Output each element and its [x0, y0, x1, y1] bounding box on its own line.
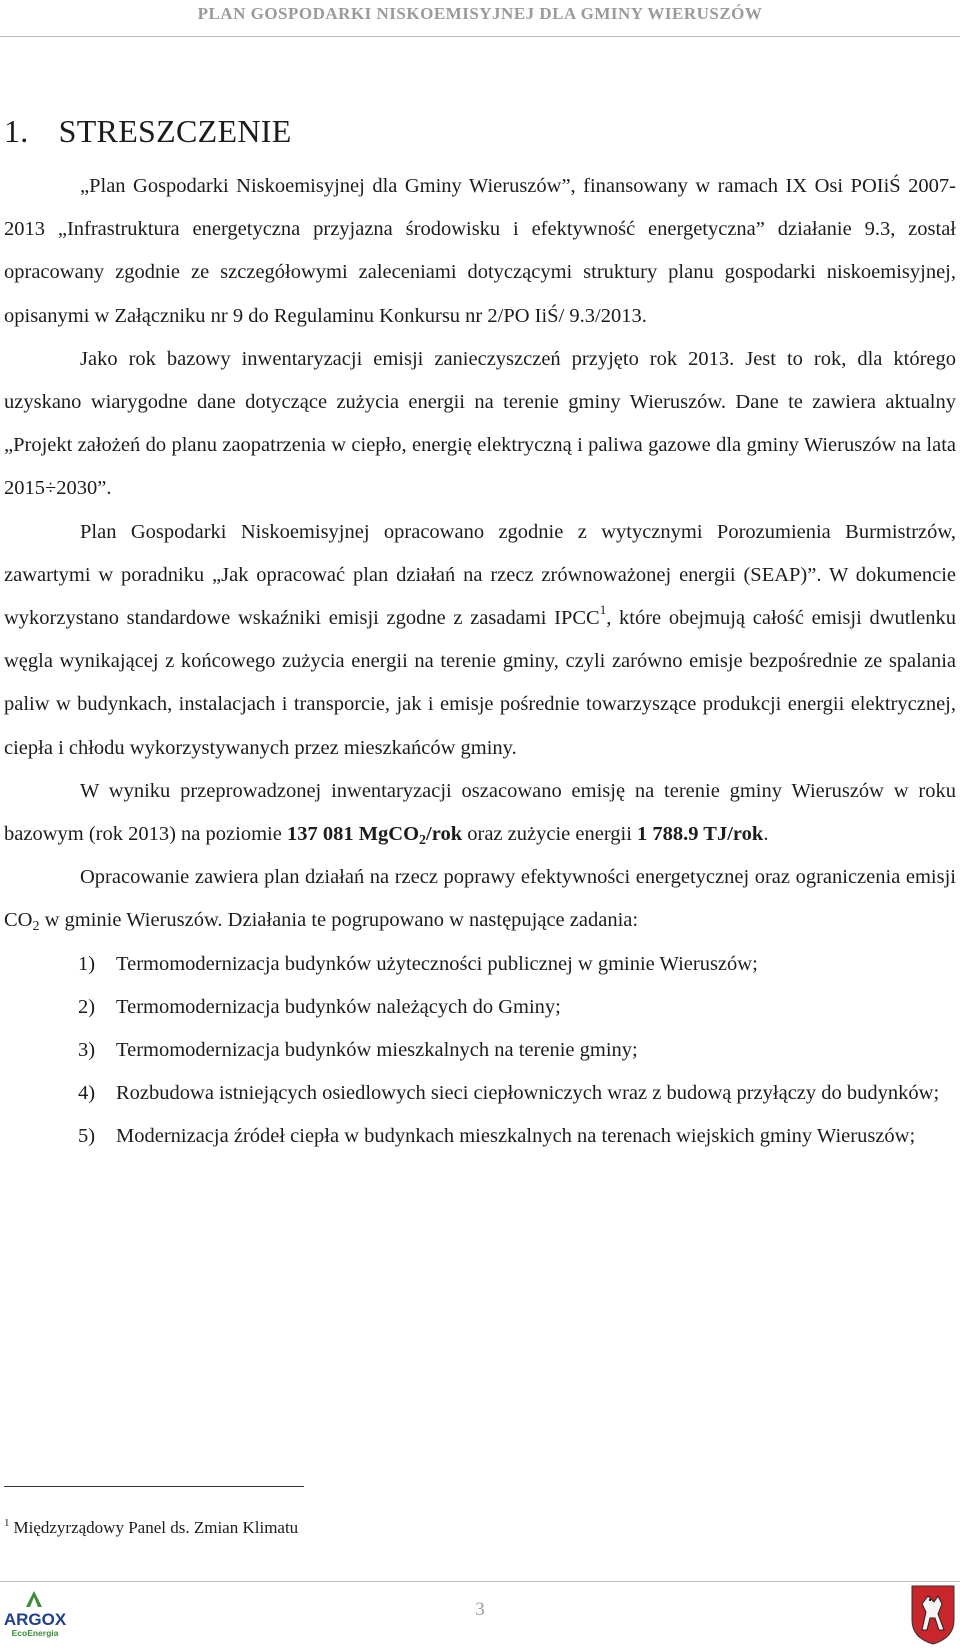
logo-wordmark: ARGOX — [3, 1610, 67, 1629]
paragraph-5 — [4, 856, 956, 942]
paragraph-5-text-cont: w gminie Wieruszów. Działania te pogrupowano w następujące zadania: — [39, 909, 639, 932]
list-item-number: 1) — [78, 952, 96, 975]
list-item — [4, 1072, 956, 1115]
list-item-text: Termomodernizacja budynków należących do Gminy; — [116, 995, 561, 1018]
list-item — [4, 986, 956, 1029]
list-item-number: 3) — [78, 1039, 96, 1062]
list-item-text: Termomodernizacja budynków użyteczności publicznej w gminie Wieruszów; — [116, 952, 758, 975]
emission-value — [286, 823, 463, 849]
paragraph-4-text-mid: oraz zużycie energii — [462, 823, 638, 846]
section-title — [4, 113, 292, 150]
energy-value: 1 788.9 TJ/rok — [637, 823, 764, 846]
footnote-text: Międzyrządowy Panel ds. Zmian Klimatu — [13, 1518, 299, 1537]
emission-value-number: 137 081 MgCO — [286, 823, 420, 846]
paragraph-3-text: Plan Gospodarki Niskoemisyjnej opracowano zgodnie z wytycznymi Porozumienia Burmistrzów, zawartymi w poradniku „Jak opracować plan działań na rzecz zrównoważonej energii (SEAP)”. W dokumencie wykorzystano standardowe wskaźniki emisji zgodne z zasadami IPCC — [4, 520, 956, 630]
list-item-text: Termomodernizacja budynków mieszkalnych na terenie gminy; — [116, 1039, 638, 1062]
list-item-text: Rozbudowa istniejących osiedlowych sieci ciepłowniczych wraz z budową przyłączy do budynków; — [116, 1082, 940, 1105]
page-number: 3 — [475, 1599, 485, 1620]
list-item-number: 5) — [78, 1125, 96, 1148]
list-item — [4, 1029, 956, 1072]
paragraph-4-text-end: . — [763, 823, 769, 846]
section-title-text: STRESZCZENIE — [58, 113, 292, 149]
task-list — [4, 943, 956, 1159]
paragraph-1: „Plan Gospodarki Niskoemisyjnej dla Gminy Wieruszów”, finansowany w ramach IX Osi POIiŚ 2007-2013 „Infrastruktura energetyczna przyjazna środowisku i efektywność energetyczna” działanie 9.3, został opracowany zgodnie ze szczegółowymi zaleceniami dotyczącymi struktury planu gospodarki niskoemisyjnej, opisanymi w Załączniku nr 9 do Regulaminu Konkursu nr 2/PO IiŚ/ 9.3/2013. — [4, 175, 956, 327]
footnote — [4, 1518, 298, 1538]
list-item — [4, 1115, 956, 1158]
co2-subscript: 2 — [32, 919, 40, 935]
document-body — [4, 165, 956, 1159]
footnote-mark: 1 — [4, 1517, 10, 1529]
paragraph-2: Jako rok bazowy inwentaryzacji emisji zanieczyszczeń przyjęto rok 2013. Jest to rok, dla którego uzyskano wiarygodne dane dotyczące zużycia energii na terenie gminy Wieruszów. Dane te zawiera aktualny „Projekt założeń do planu zaopatrzenia w ciepło, energię elektryczną i paliwa gazowe dla gminy Wieruszów na lata 2015÷2030”. — [4, 347, 956, 500]
list-item — [4, 943, 956, 986]
paragraph-3-text-cont: , które obejmują całość emisji dwutlenku węgla wynikającej z końcowego zużycia energii na terenie gminy, czyli zarówno emisje bezpośrednie ze spalania paliw w budynkach, instalacjach i transporcie, jak i emisje pośrednie towarzyszące produkcji energii elektrycznej, ciepła i chłodu wykorzystywanych przez mieszkańców gminy. — [4, 607, 957, 759]
logo-subtext: EcoEnergia — [11, 1628, 59, 1638]
emission-value-subscript: 2 — [419, 833, 427, 849]
paragraph-3 — [4, 511, 956, 770]
footnote-rule — [4, 1486, 304, 1487]
list-item-number: 4) — [78, 1082, 96, 1105]
paragraph-5-text: Opracowanie zawiera plan działań na rzecz poprawy efektywności energetycznej oraz ograniczenia emisji CO — [4, 866, 956, 932]
running-header: PLAN GOSPODARKI NISKOEMISYJNEJ DLA GMINY WIERUSZÓW — [197, 4, 763, 23]
paragraph-4 — [4, 770, 956, 856]
emission-value-unit: /rok — [426, 823, 463, 846]
list-item-number: 2) — [78, 995, 96, 1018]
wieruszow-crest-icon — [908, 1582, 958, 1646]
paragraph-4-text: W wyniku przeprowadzonej inwentaryzacji oszacowano emisję na terenie gminy Wieruszów w roku bazowym (rok 2013) na poziomie — [4, 779, 956, 846]
footer-rule — [0, 1581, 960, 1582]
footnote-ref: 1 — [599, 602, 607, 618]
section-number: 1. — [4, 113, 29, 149]
header-rule — [0, 36, 960, 37]
list-item-text: Modernizacja źródeł ciepła w budynkach mieszkalnych na terenach wiejskich gminy Wieruszów; — [116, 1125, 916, 1148]
